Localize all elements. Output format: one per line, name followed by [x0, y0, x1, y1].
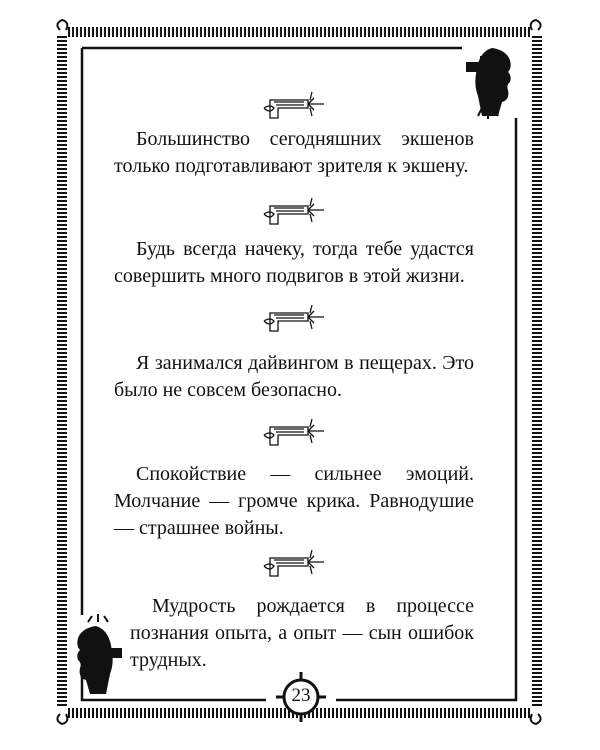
corner-curl: [531, 20, 541, 30]
page-number-badge: [276, 672, 326, 722]
page-number: 23: [291, 685, 311, 706]
ray-gun-icon: [262, 90, 332, 120]
ray-gun-icon: [262, 417, 332, 447]
silhouette-with-gun-icon: [466, 48, 511, 119]
silhouette-with-gun-icon: [77, 614, 122, 694]
quote-2: Будь всегда начеку, тогда тебе удастся совершить много подвигов в этой жизни.: [114, 238, 474, 287]
quote-5: Мудрость рождается в процессе познания опыта, а опыт — сын ошибок трудных.: [130, 595, 474, 671]
corner-curl: [57, 714, 67, 724]
quote-4: Спокойствие — сильнее эмоций. Молчание — громче крика. Равнодушие — страшнее войны.: [114, 463, 474, 539]
ray-gun-icon: [262, 196, 332, 226]
frame-left-hatch: [57, 36, 67, 708]
quote-3: Я занимался дайвингом в пещерах. Это было не совсем безопасно.: [114, 352, 474, 401]
corner-curl: [531, 714, 541, 724]
frame-top-hatch: [66, 27, 532, 37]
ray-gun-icon: [262, 548, 332, 578]
quote-1: Большинство сегодняшних экшенов только подготавливают зрителя к экшену.: [114, 128, 474, 177]
ray-gun-icon: [262, 303, 332, 333]
frame-right-hatch: [532, 36, 542, 708]
corner-curl: [57, 20, 67, 30]
